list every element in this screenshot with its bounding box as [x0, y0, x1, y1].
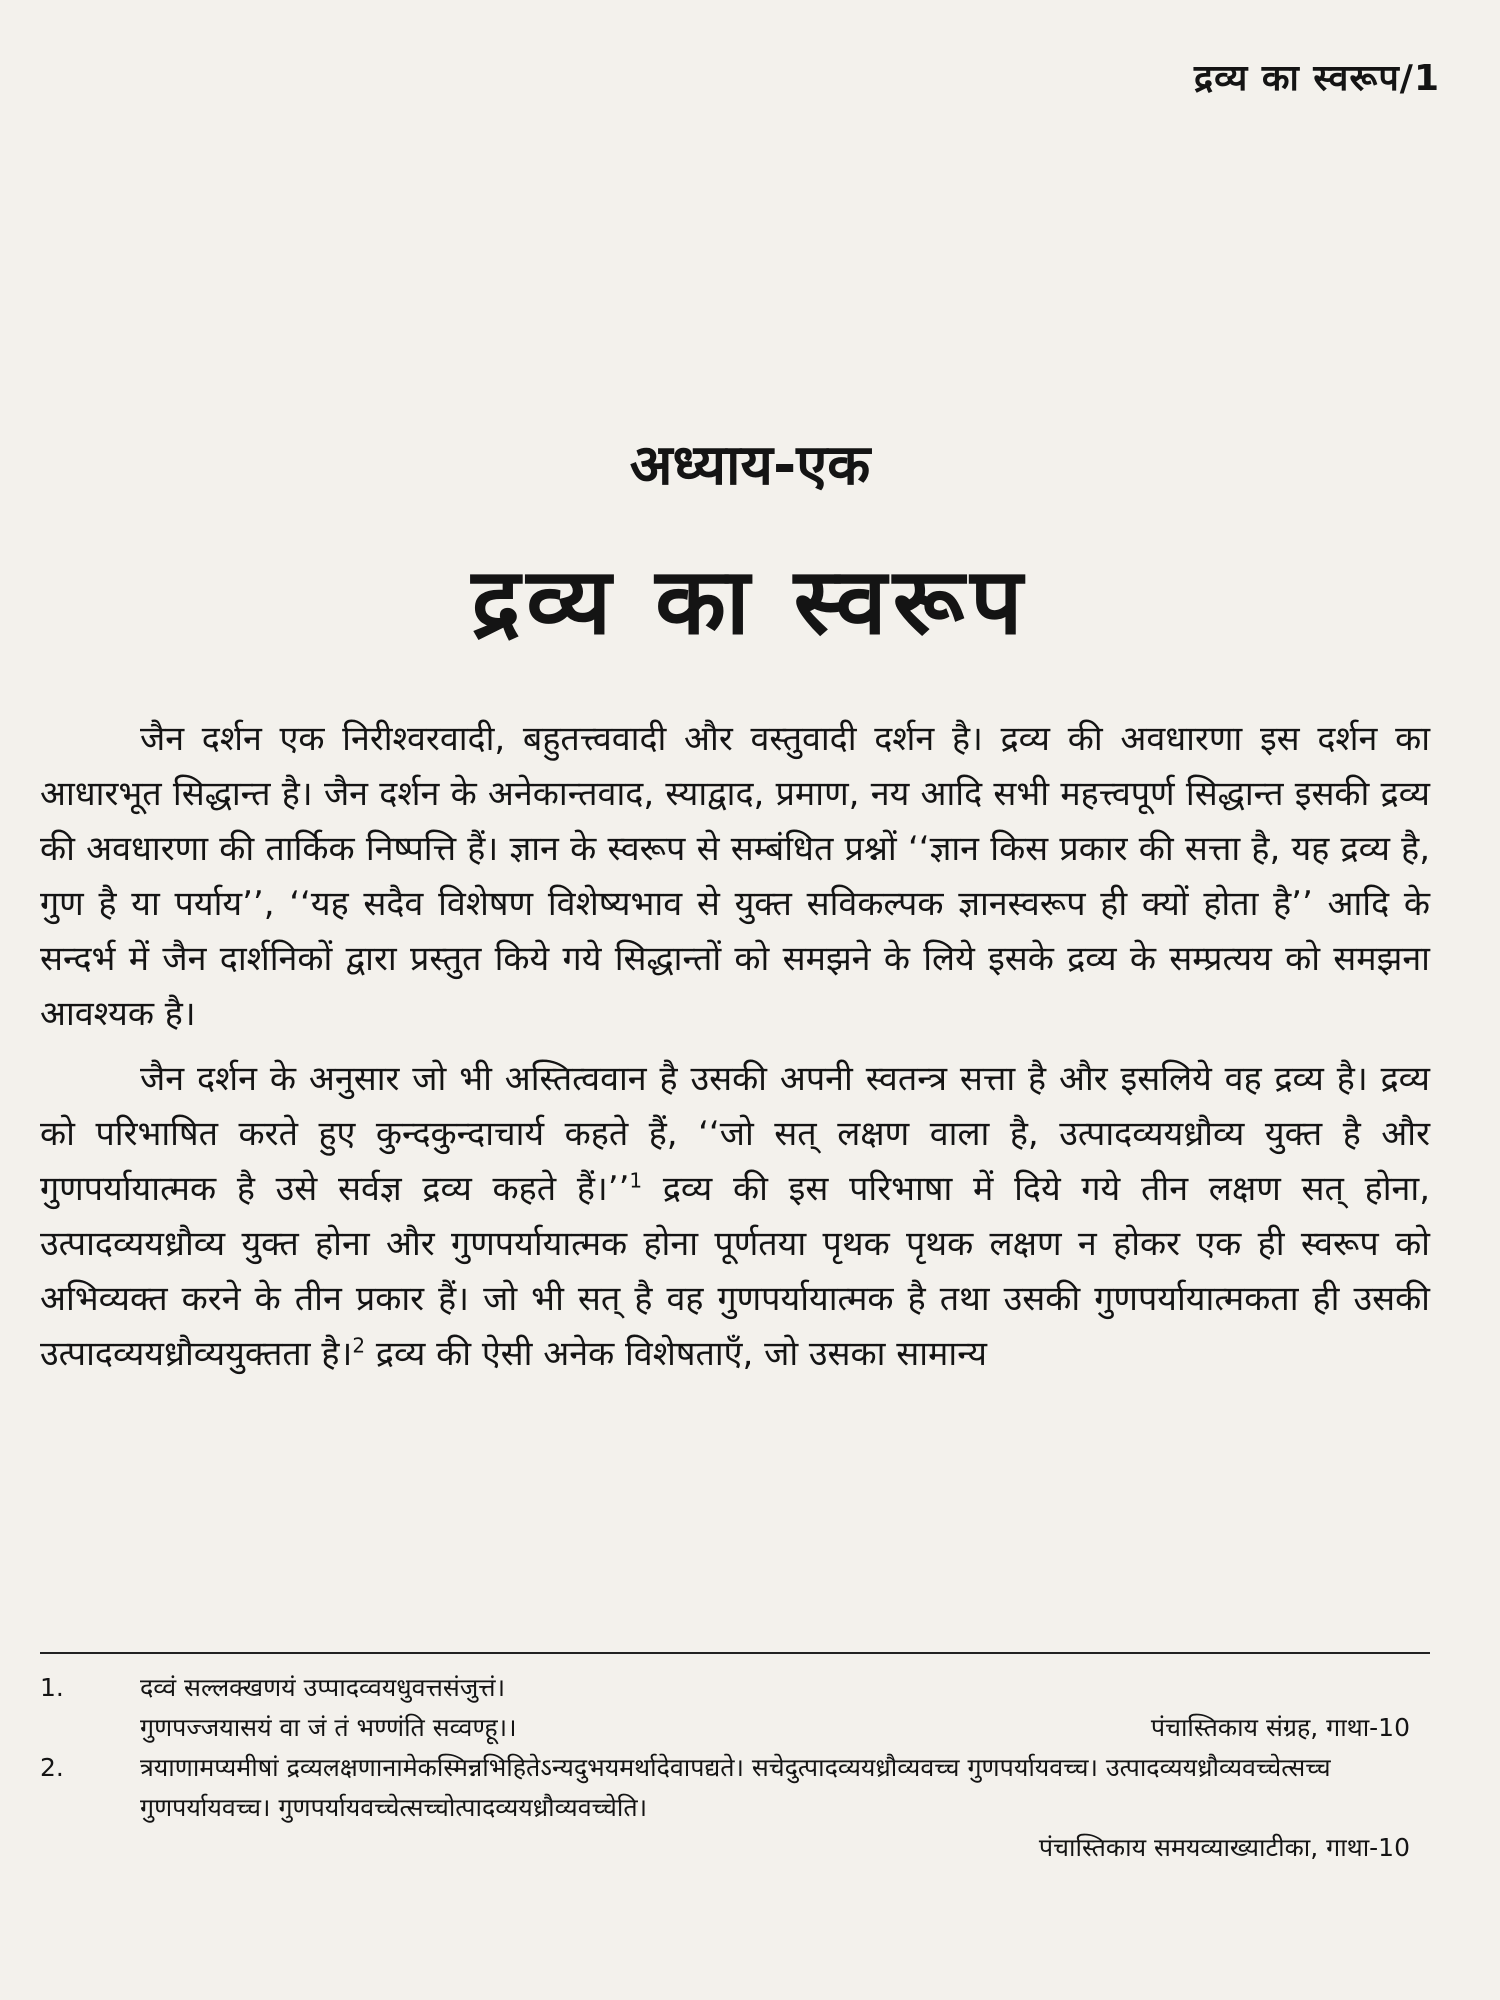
footnote-number: 1.: [40, 1673, 64, 1702]
footnote-divider: [40, 1652, 1430, 1654]
paragraph-2-part-a: जैन दर्शन के अनुसार जो भी अस्तित्ववान है उसकी अपनी स्वतन्त्र सत्ता है और इसलिये वह द्रव्य है। द्रव्य को परिभाषित करते हुए कुन्दकुन्दाचार्य कहते हैं, ‘‘जो सत् लक्षण वाला है, उत्पादव्ययध्रौव्य युक्त है और गुणपर्यायात्मक है उसे सर्वज्ञ द्रव्य कहते हैं।’’: [40, 1059, 1430, 1209]
footnote-source: पंचास्तिकाय समयव्याख्याटीका, गाथा-10: [1038, 1833, 1410, 1862]
footnote-commentary: त्रयाणामप्यमीषां द्रव्यलक्षणानामेकस्मिन्नभिहितेऽन्यदुभयमर्थादेवापद्यते। सचेदुत्पादव्ययध्रौव्यवच्च गुणपर्यायवच्च। उत्पादव्ययध्रौव्यवच्चेत्सच्च गुणपर्यायवच्च। गुणपर्यायवच्चेत्सच्चोत्पादव्ययध्रौव्यवच्चेति।: [140, 1753, 1331, 1822]
body-text: [40, 712, 1430, 1392]
paragraph-2-part-c: द्रव्य की ऐसी अनेक विशेषताएँ, जो उसका सामान्य: [365, 1334, 987, 1374]
paragraph-1: जैन दर्शन एक निरीश्वरवादी, बहुतत्त्ववादी और वस्तुवादी दर्शन है। द्रव्य की अवधारणा इस दर्शन का आधारभूत सिद्धान्त है। जैन दर्शन के अनेकान्तवाद, स्याद्वाद, प्रमाण, नय आदि सभी महत्त्वपूर्ण सिद्धान्त इसकी द्रव्य की अवधारणा की तार्किक निष्पत्ति हैं। ज्ञान के स्वरूप से सम्बंधित प्रश्नों ‘‘ज्ञान किस प्रकार की सत्ता है, यह द्रव्य है, गुण है या पर्याय’’, ‘‘यह सदैव विशेषण विशेष्यभाव से युक्त सविकल्पक ज्ञानस्वरूप ही क्यों होता है’’ आदि के सन्दर्भ में जैन दार्शनिकों द्वारा प्रस्तुत किये गये सिद्धान्तों को समझने के लिये इसके द्रव्य के सम्प्रत्यय को समझना आवश्यक है।: [40, 719, 1430, 1034]
chapter-label: अध्याय-एक: [629, 433, 871, 498]
footnote-1: [40, 1668, 1430, 1748]
footnote-verse-line-1: दव्वं सल्लक्खणयं उप्पादव्वयधुवत्तसंजुत्तं।: [140, 1673, 506, 1702]
footnote-source: पंचास्तिकाय संग्रह, गाथा-10: [1150, 1713, 1410, 1742]
footnote-verse-line-2: [140, 1708, 1430, 1748]
paragraph-2-part-b: द्रव्य की इस परिभाषा में दिये गये तीन लक्षण सत् होना, उत्पादव्ययध्रौव्य युक्त होना और गुणपर्यायात्मक होना पूर्णतया पृथक पृथक लक्षण न होकर एक ही स्वरूप को अभिव्यक्त करने के तीन प्रकार हैं। जो भी सत् है वह गुणपर्यायात्मक है तथा उसकी गुणपर्यायात्मकता ही उसकी उत्पादव्ययध्रौव्ययुक्तता है।: [40, 1169, 1430, 1374]
chapter-title: द्रव्य का स्वरूप: [471, 548, 1029, 655]
footnote-number: 2.: [40, 1753, 64, 1782]
footnote-2: [40, 1748, 1430, 1868]
paragraph-2: [40, 1052, 1430, 1382]
footnote-ref-2: 2: [352, 1333, 366, 1358]
footnote-ref-1: 1: [629, 1168, 643, 1193]
footnotes: [40, 1668, 1430, 1868]
footnote-verse-line-2-text: गुणपज्जयासयं वा जं तं भण्णंति सव्वण्हू।।: [140, 1713, 517, 1742]
running-header: द्रव्य का स्वरूप/1: [1194, 58, 1440, 99]
